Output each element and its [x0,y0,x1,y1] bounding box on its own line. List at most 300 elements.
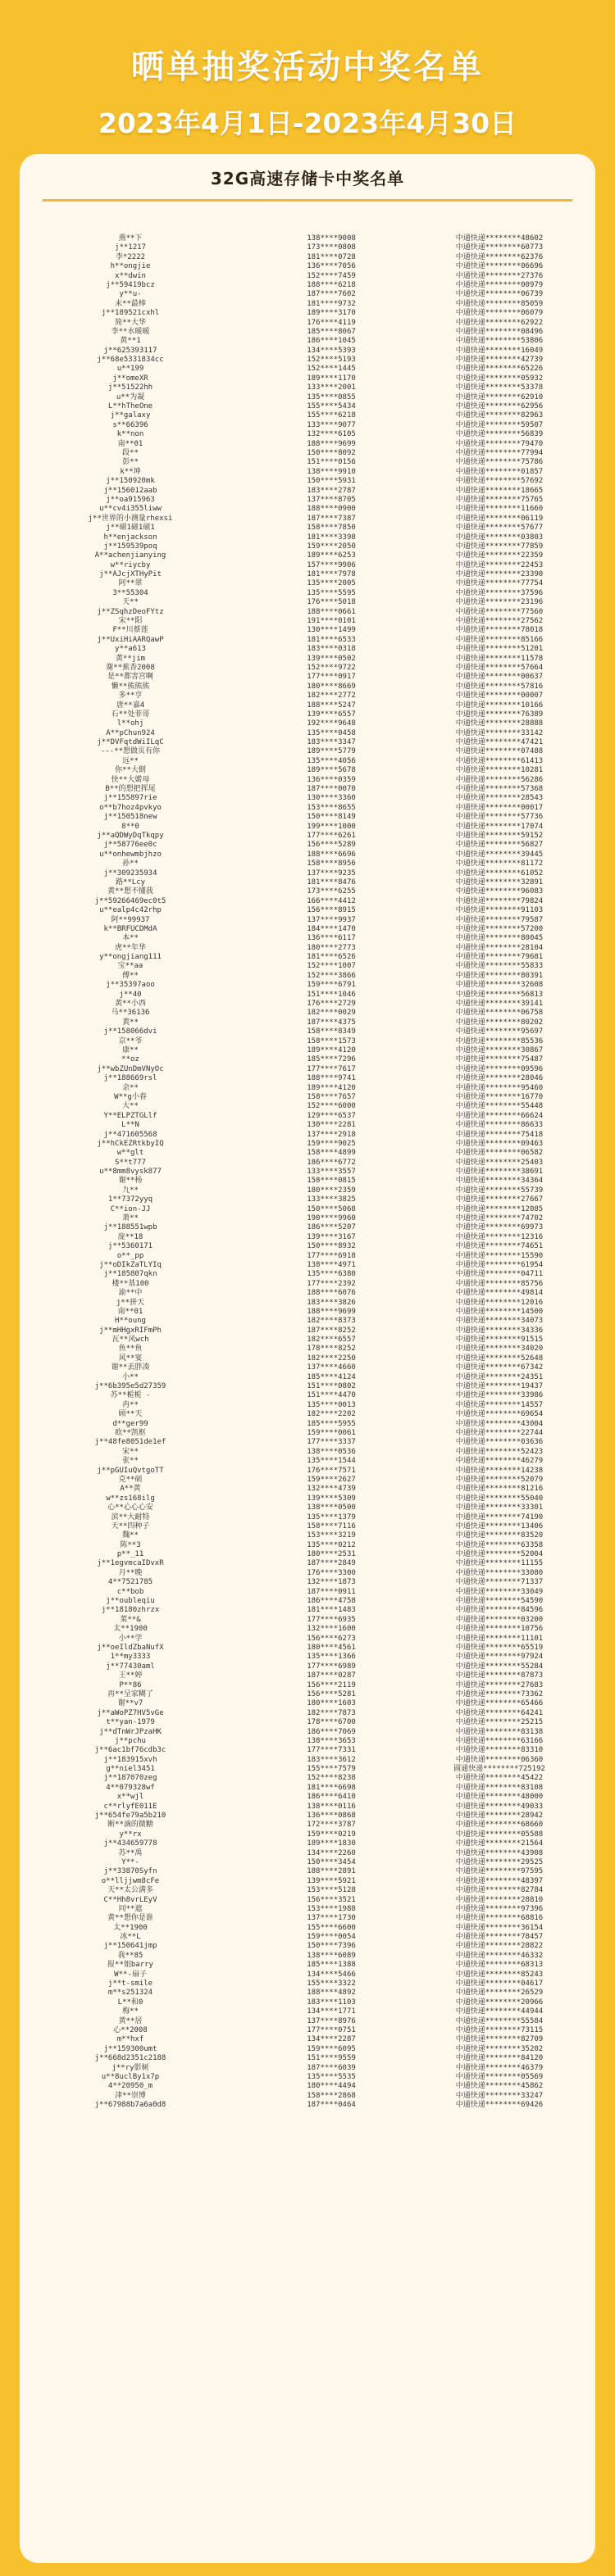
winner-name: j**pchu [115,1736,146,1745]
winner-phone: 159****0219 [307,1830,356,1839]
winner-phone: 180****2359 [307,1186,356,1195]
winner-name: 天**四种子 [111,1522,150,1531]
winner-row [20,636,595,645]
winner-phone: 156****3521 [307,1895,356,1904]
winner-tracking: 中通快递********77754 [455,579,544,588]
winner-row [20,1849,595,1858]
winner-name: j**5360171 [107,1242,153,1251]
winner-phone: 158****7657 [307,1092,356,1101]
winner-row [20,804,595,813]
winner-phone: 137****8976 [307,2016,356,2025]
winner-name: j**434659778 [103,1839,157,1848]
winner-row [20,701,595,710]
winner-tracking: 中通快递********07488 [455,747,544,756]
winner-row [20,1102,595,1111]
winner-tracking: 中通快递********71337 [455,1578,544,1587]
winner-tracking: 中通快递********57677 [455,524,544,533]
winner-tracking: 中通快递********83108 [455,1783,544,1792]
winner-phone: 153****1988 [307,1904,356,1913]
winner-row [20,1401,595,1410]
winner-phone: 181****0728 [307,252,356,261]
winner-row [20,1989,595,1998]
winner-phone: 188****9741 [307,1074,356,1083]
winner-row [20,411,595,420]
winner-phone: 155****3322 [307,1980,356,1989]
winner-tracking: 中通快递********87873 [455,1671,544,1680]
winner-row [20,337,595,346]
winner-row [20,972,595,981]
winner-row [20,1924,595,1933]
winner-phone: 134****2287 [307,2035,356,2044]
winner-phone: 188****6076 [307,1289,356,1298]
winner-row [20,1746,595,1755]
winner-phone: 182****6557 [307,1336,356,1345]
winner-tracking: 中通快递********32608 [455,981,544,990]
winner-phone: 177****7331 [307,1746,356,1755]
winner-row [20,449,595,458]
winner-phone: 182****8373 [307,1317,356,1326]
winner-row [20,393,595,402]
winner-name: 渝**中 [118,1289,143,1298]
winner-tracking: 中通快递********62376 [455,252,544,261]
winner-row [20,655,595,664]
winner-name: 宋** [122,1447,139,1456]
winner-row [20,1410,595,1419]
winner-phone: 176****5018 [307,598,356,607]
winner-name: 马**36136 [111,1009,150,1018]
winner-tracking: 中通快递********06119 [455,514,544,523]
winner-phone: 156****5281 [307,1689,356,1698]
winner-phone: 186****1045 [307,337,356,346]
winner-row [20,1597,595,1606]
winner-tracking: 圆通快递********725192 [453,1765,545,1774]
winner-tracking: 中通快递********29525 [455,1857,544,1866]
winner-tracking: 中通快递********61413 [455,756,544,765]
winner-row [20,542,595,551]
winner-row [20,1933,595,1942]
winner-phone: 181****1483 [307,1606,356,1615]
winner-row [20,1961,595,1970]
winner-phone: 138****0500 [307,1503,356,1512]
winner-phone: 137****2918 [307,1130,356,1139]
winner-name: j**18180zhrzx [101,1606,160,1615]
winner-name: 九** [122,1186,139,1195]
winner-tracking: 中通快递********28810 [455,1895,544,1904]
winner-tracking: 中通快递********04711 [455,1270,544,1279]
winner-phone: 183****2787 [307,486,356,495]
winner-name: j**59266469ec0t5 [94,896,166,905]
winner-name: 谢**v7 [117,1699,144,1708]
winner-name: A**pChun924 [106,728,155,737]
winner-name: d**ger99 [112,1419,148,1428]
winner-name: j**6b395e5d27359 [94,1382,166,1391]
winner-phone: 152****6000 [307,1102,356,1111]
winner-name: 克**硕 [118,1475,143,1484]
winner-name: 1**my3333 [110,1653,151,1662]
winner-row [20,253,595,262]
winner-name: l**ohj [116,719,144,728]
winner-name: 3**55304 [112,588,148,597]
winner-tracking: 中通快递********78018 [455,626,544,635]
winner-name: 黄**jim [115,654,146,663]
winner-phone: 134****5393 [307,346,356,355]
winner-name: 李**水暖暖 [111,327,150,336]
winner-row [20,766,595,775]
winner-name: j**58776ee0c [103,841,157,850]
winner-row [20,1644,595,1653]
winner-phone: 138****0116 [307,1802,356,1811]
winner-row [20,673,595,682]
winner-row [20,1513,595,1522]
winner-tracking: 中通快递********56839 [455,430,544,439]
winner-tracking: 中通快递********69654 [455,1410,544,1419]
winner-phone: 177****3337 [307,1438,356,1447]
winner-tracking: 中通快递********11660 [455,505,544,514]
winner-tracking: 中通快递********59152 [455,832,544,840]
winner-phone: 151****0156 [307,458,356,467]
winner-tracking: 中通快递********48397 [455,1876,544,1885]
winner-name: x**wjl [116,1793,144,1802]
winner-name: 是**都害宫啊 [107,673,153,682]
winner-tracking: 中通快递********77560 [455,607,544,616]
winner-row [20,1653,595,1662]
winner-phone: 151****0802 [307,1382,356,1391]
winner-phone: 180****1603 [307,1699,356,1708]
winner-name: w**zs168ilg [106,1494,155,1503]
winner-name: 傅** [122,971,139,980]
winner-tracking: 中通快递********27667 [455,1195,544,1204]
winner-row [20,561,595,570]
winner-row [20,710,595,719]
winner-tracking: 中通快递********85243 [455,1970,544,1979]
winner-row [20,1233,595,1242]
winner-tracking: 中通快递********33080 [455,1568,544,1577]
winner-row [20,1448,595,1457]
winner-row [20,1858,595,1867]
winner-phone: 153****3219 [307,1531,356,1540]
winner-name: C**ion-JJ [110,1204,151,1213]
winner-name: 太**1900 [113,1923,148,1932]
winner-tracking: 中通快递********68816 [455,1914,544,1923]
winner-tracking: 中通快递********14500 [455,1307,544,1316]
winner-name: t**yan-1979 [106,1718,155,1727]
winner-tracking: 中通快递********00637 [455,673,544,682]
winner-name: 4**7521785 [107,1578,153,1587]
winner-name: 庞**18 [117,1232,144,1241]
winner-row [20,1363,595,1372]
winner-phone: 182****2772 [307,692,356,701]
winner-name: s**66396 [112,420,148,429]
winner-phone: 182****2202 [307,1410,356,1419]
winner-name: 4**20950_m [107,2082,153,2091]
winner-phone: 181****8476 [307,878,356,887]
winner-row [20,598,595,607]
winner-name: o**lljjwm8cFe [101,1876,160,1885]
winner-phone: 133****2001 [307,383,356,392]
winner-row [20,1671,595,1680]
winner-tracking: 中通快递********39445 [455,850,544,859]
winner-tracking: 中通快递********00017 [455,803,544,812]
winner-row [20,626,595,635]
winner-name: j**187070zeg [103,1774,157,1783]
winner-name: j**omeXR [112,374,148,383]
winner-tracking: 中通快递********62956 [455,402,544,411]
winner-name: j**77430aml [106,1662,155,1671]
winner-phone: 188****6696 [307,850,356,859]
winner-tracking: 中通快递********14557 [455,1400,544,1409]
winner-tracking: 中通快递********10756 [455,1625,544,1634]
winner-name: 南**01 [117,1307,144,1316]
winner-row [20,589,595,598]
winner-phone: 172****3787 [307,1821,356,1830]
winner-row [20,243,595,252]
winner-tracking: 中通快递********75765 [455,495,544,504]
winner-phone: 135****0458 [307,728,356,737]
winner-tracking: 中通快递********28822 [455,1942,544,1951]
winner-phone: 155****5434 [307,402,356,411]
winner-row [20,551,595,560]
winner-row [20,2073,595,2082]
winner-phone: 152****8238 [307,1774,356,1783]
winner-phone: 153****8655 [307,803,356,812]
winner-tracking: 中通快递********77994 [455,448,544,457]
winner-phone: 186****5207 [307,1223,356,1232]
winner-tracking: 中通快递********57692 [455,477,544,486]
winner-row [20,1635,595,1644]
winner-phone: 189****5678 [307,766,356,775]
winner-tracking: 中通快递********10281 [455,766,544,775]
winner-row [20,1354,595,1363]
winner-row [20,934,595,943]
winner-row [20,1774,595,1783]
winner-row [20,1886,595,1895]
winner-row [20,1000,595,1009]
winner-phone: 180****4561 [307,1643,356,1652]
winner-phone: 139****5921 [307,1876,356,1885]
winner-row [20,953,595,962]
winner-name: p**_11 [116,1550,144,1559]
winner-row [20,1550,595,1559]
winner-phone: 187****0287 [307,1671,356,1680]
winner-row [20,608,595,617]
winner-tracking: 中通快递********00007 [455,692,544,701]
winner-tracking: 中通快递********33301 [455,1503,544,1512]
winner-tracking: 中通快递********09596 [455,1064,544,1073]
winner-row [20,1055,595,1064]
winner-tracking: 中通快递********06758 [455,1009,544,1018]
winner-tracking: 中通快递********03200 [455,1615,544,1624]
winner-row [20,1867,595,1876]
winner-phone: 187****6039 [307,2063,356,2072]
winner-name: y**a613 [115,645,146,654]
winner-tracking: 中通快递********73115 [455,2026,544,2034]
winner-tracking: 中通快递********33986 [455,1391,544,1400]
winner-name: j**150920mk [106,477,155,486]
winner-name: j**189521cxhl [101,309,160,318]
winner-name: u**为凝 [116,392,145,401]
winner-name: 报**姐barry [107,1961,153,1970]
winner-phone: 177****0917 [307,673,356,682]
winner-name: j**183915xvh [103,1755,157,1764]
winner-phone: 187****4375 [307,1018,356,1027]
winner-name: j**33870Syfn [103,1867,157,1876]
winner-name: 阿**99937 [111,915,150,924]
winner-tracking: 中通快递********05932 [455,374,544,383]
winner-tracking: 中通快递********43004 [455,1419,544,1428]
winner-name: 本** [122,934,139,943]
card-title: 32G高速存储卡中奖名单 [210,169,405,188]
winner-phone: 133****3557 [307,1168,356,1177]
winner-phone: 178****8252 [307,1345,356,1354]
winner-row [20,1494,595,1503]
winner-row [20,1914,595,1923]
winner-tracking: 中通快递********08496 [455,327,544,336]
winner-phone: 187****0911 [307,1587,356,1596]
winner-tracking: 中通快递********68660 [455,1821,544,1830]
date-range: 2023年4月1日-2023年4月30日 [98,107,517,139]
winner-row [20,1093,595,1102]
winner-phone: 181****3398 [307,533,356,542]
winner-phone: 187****0464 [307,2101,356,2110]
winner-tracking: 中通快递********80045 [455,934,544,943]
winner-tracking: 中通快递********52004 [455,1550,544,1559]
winner-name: j**185807qkn [103,1270,157,1279]
winner-row [20,2101,595,2110]
winner-tracking: 中通快递********12316 [455,1232,544,1241]
winner-row [20,347,595,356]
winner-phone: 155****6218 [307,411,356,420]
winner-name: C**Hh8vrLEyV [103,1895,157,1904]
winner-tracking: 中通快递********51201 [455,645,544,654]
winner-name: j**世界的小测量rhexsi [88,514,173,523]
winner-name: 心**2008 [113,2026,148,2034]
winner-row [20,487,595,496]
winner-name: 黄**1 [120,337,141,346]
winner-name: j**159539poq [103,542,157,551]
winner-phone: 185****5955 [307,1419,356,1428]
page-title: 晒单抽奖活动中奖名单 [131,48,484,86]
winner-row [20,1382,595,1391]
winners-card [20,154,595,2563]
winner-row [20,1299,595,1308]
winner-row [20,887,595,896]
winner-row [20,1046,595,1055]
winner-row [20,1270,595,1279]
winner-name: j**159300umt [103,2044,157,2053]
winner-tracking: 中通快递********28543 [455,794,544,803]
winner-row [20,356,595,365]
winner-name: 黄**小西 [115,1000,146,1009]
winner-phone: 187****0070 [307,785,356,794]
winner-tracking: 中通快递********55739 [455,1186,544,1195]
winner-name: w**riycby [110,560,151,569]
winner-phone: 139****3167 [307,1232,356,1241]
winner-name: A**achenjianying [94,551,166,560]
winner-phone: 152****1445 [307,365,356,374]
winner-row [20,440,595,449]
winner-tracking: 中通快递********28104 [455,943,544,952]
winner-tracking: 中通快递********55040 [455,1494,544,1503]
winner-row [20,1531,595,1540]
winner-tracking: 中通快递********57368 [455,785,544,794]
winner-row [20,1223,595,1232]
winner-tracking: 中通快递********80391 [455,971,544,980]
winner-tracking: 中通快递********91103 [455,906,544,915]
winner-row [20,1998,595,2007]
winner-phone: 138****3653 [307,1736,356,1745]
winner-tracking: 中通快递********79681 [455,953,544,962]
winner-name: 快**大婼母 [111,775,150,784]
winner-tracking: 中通快递********54590 [455,1597,544,1606]
winner-name: 顾**天 [118,1410,143,1419]
winner-row [20,290,595,299]
winner-row [20,1327,595,1336]
winner-phone: 151****9559 [307,2054,356,2063]
winner-phone: 178****6700 [307,1718,356,1727]
winner-phone: 156****8915 [307,906,356,915]
winner-name: 大** [122,1102,139,1111]
winner-phone: 158****7850 [307,524,356,533]
winner-name: 陈**3 [120,1540,141,1549]
winner-phone: 158****8349 [307,1027,356,1036]
winner-name: 滨**大耐特 [111,1512,150,1522]
winner-phone: 138****9008 [307,234,356,243]
winner-tracking: 中通快递********67342 [455,1363,544,1372]
winner-name: 虎**年华 [115,943,146,952]
winner-phone: 134****5466 [307,1970,356,1979]
winner-name: m**hxf [116,2035,144,2044]
winner-tracking: 中通快递********35202 [455,2044,544,2053]
winner-tracking: 中通快递********18665 [455,486,544,495]
winner-name: j**40 [119,990,142,999]
winner-phone: 152****1007 [307,962,356,971]
winner-name: 王**婷 [118,1671,143,1680]
winner-phone: 159****2627 [307,1475,356,1484]
winner-row [20,813,595,822]
winner-tracking: 中通快递********65226 [455,365,544,374]
winner-name: L**hTheOne [107,402,153,411]
winner-phone: 188****9699 [307,1307,356,1316]
winner-tracking: 中通快递********46279 [455,1457,544,1466]
winner-phone: 189****1170 [307,374,356,383]
winner-row [20,1467,595,1476]
winner-phone: 151****4470 [307,1391,356,1400]
winner-name: 简**大华 [115,318,146,327]
winner-phone: 189****3170 [307,309,356,318]
winner-phone: 137****9937 [307,915,356,924]
winner-phone: 129****6537 [307,1111,356,1120]
winner-name: 石**处菲哥 [111,710,150,719]
winner-tracking: 中通快递********25403 [455,1158,544,1167]
winner-phone: 181****6526 [307,953,356,962]
winner-tracking: 中通快递********82784 [455,1886,544,1895]
winner-row [20,2035,595,2044]
winner-phone: 189****4120 [307,1045,356,1054]
winner-row [20,878,595,887]
winner-phone: 135****5535 [307,2072,356,2081]
winner-name: 鱼**鱼 [118,1345,143,1354]
winner-phone: 184****1470 [307,924,356,933]
winner-name: 再**呈家糊了 [107,1689,153,1698]
winner-tracking: 中通快递********75487 [455,1055,544,1064]
winner-tracking: 中通快递********86633 [455,1121,544,1130]
winner-name: w**glt [116,1149,144,1158]
winner-name: 风**宴 [118,1354,143,1363]
winner-tracking: 中通快递********37596 [455,588,544,597]
winner-tracking: 中通快递********66624 [455,1111,544,1120]
winner-row [20,1373,595,1382]
winner-name: j**1egvmcaIDvxR [97,1559,164,1568]
